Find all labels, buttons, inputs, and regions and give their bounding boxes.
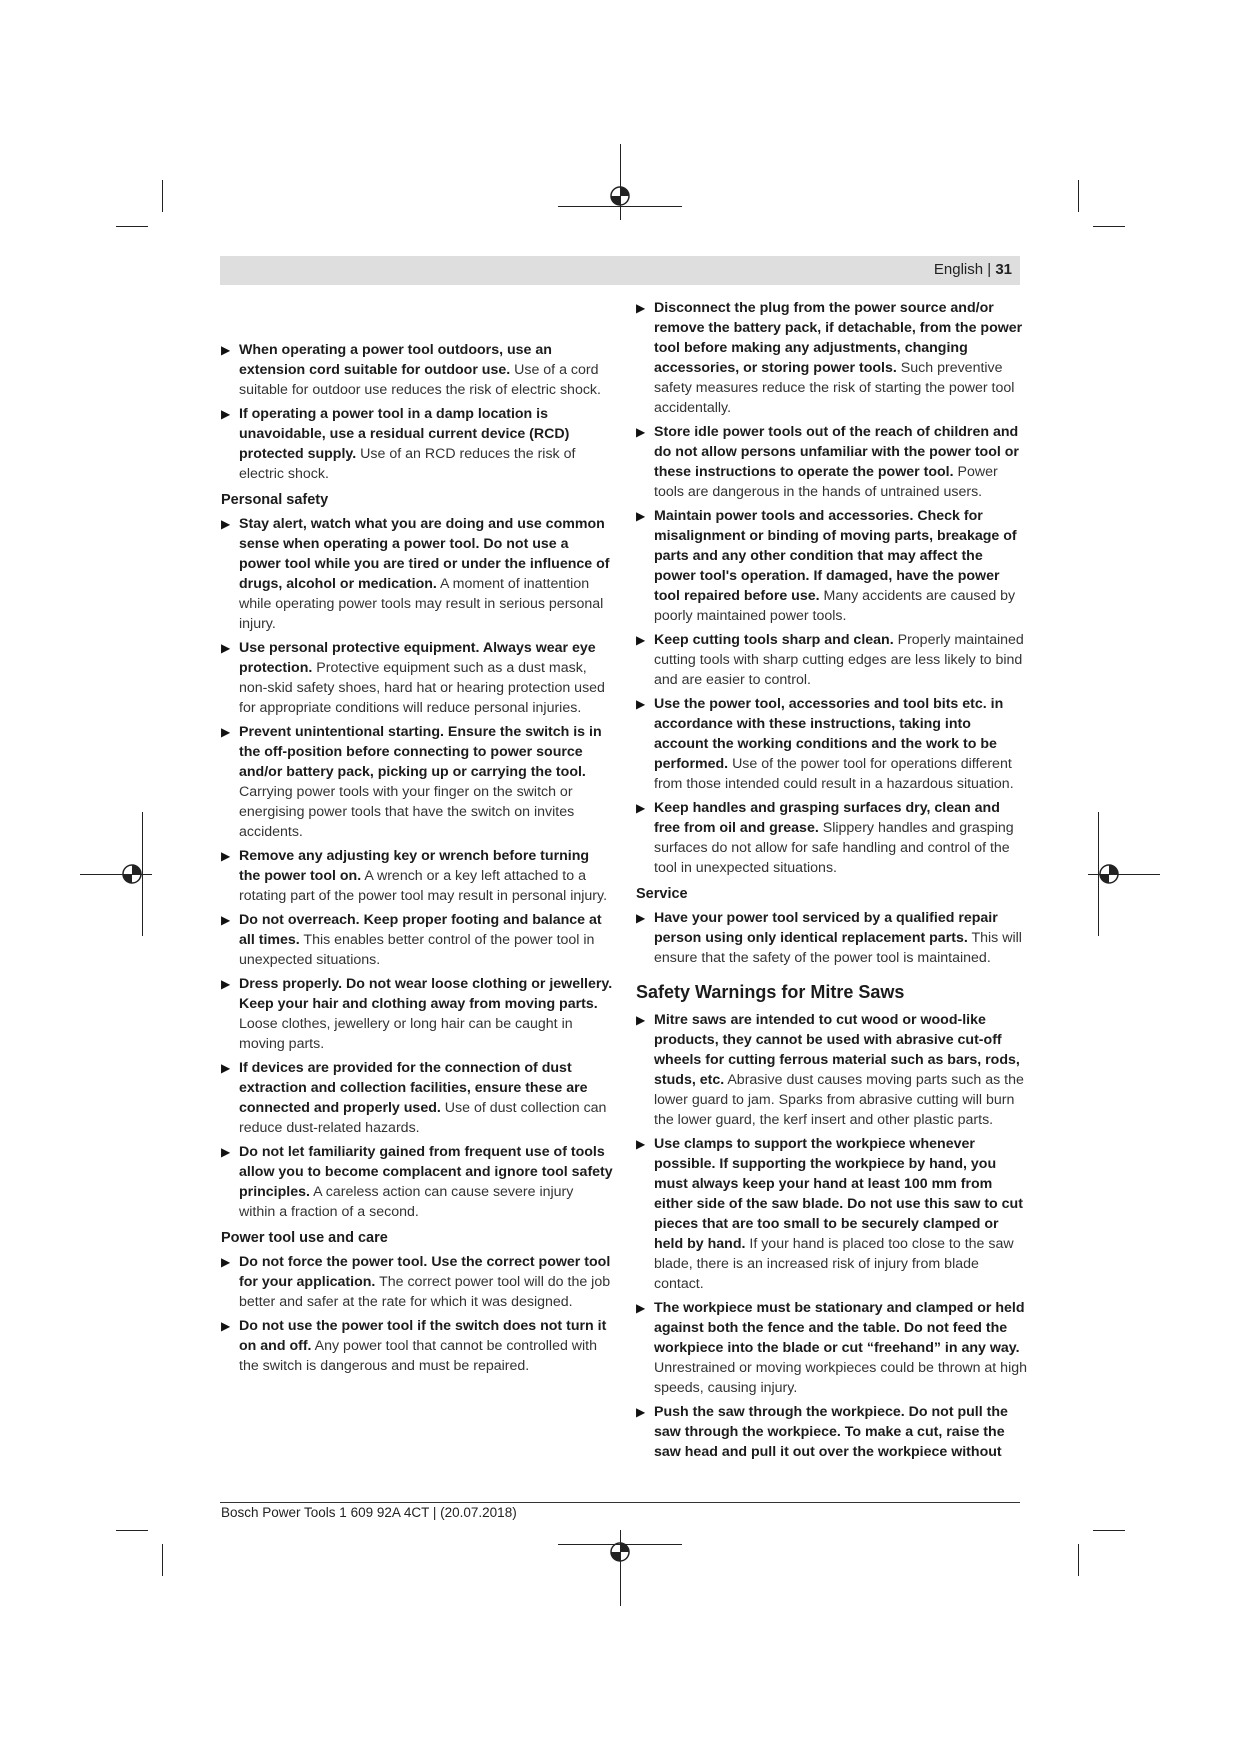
list-item [636,1298,1028,1398]
item-normal-text: If your hand is placed too close to the saw blade, there is an increased risk of injury from blade contact. [654,1236,1014,1292]
item-bold-text: Store idle power tools out of the reach of children and do not allow persons unfamiliar with the power tool or these instructions to operate the power tool. [654,424,1019,480]
bullet-arrow-icon: ▶ [221,849,231,863]
section-heading-mitre-saws: Safety Warnings for Mitre Saws [636,982,905,1002]
registration-target-icon [608,1540,632,1564]
item-normal-text: Protective equipment such as a dust mask, non-skid safety shoes, hard hat or hearing protection used for appropriate conditions will reduce personal injuries. [239,660,605,716]
page-number: 31 [995,261,1012,278]
item-bold-text: Use clamps to support the workpiece whenever possible. If supporting the workpiece by hand, you must always keep your hand at least 100 mm from either side of the saw blade. Do not use this saw to cut pieces that are too small to be securely clamped or held by hand. [654,1136,1023,1252]
item-bold-text: When operating a power tool outdoors, use an extension cord suitable for outdoor use. [239,342,552,378]
registration-target-icon [1097,862,1121,886]
list-item [221,404,613,484]
list-item [636,630,1028,690]
bullet-arrow-icon: ▶ [221,913,231,927]
left-column [221,340,613,1380]
list-item [221,514,613,634]
bullet-arrow-icon: ▶ [636,697,646,711]
bullet-arrow-icon: ▶ [636,1137,646,1151]
item-bold-text: If operating a power tool in a damp location is unavoidable, use a residual current device (RCD) protected supply. [239,406,570,462]
item-normal-text: Loose clothes, jewellery or long hair can be caught in moving parts. [239,1016,573,1052]
list-item [636,506,1028,626]
item-bold-text: Do not let familiarity gained from frequent use of tools allow you to become complacent and ignore tool safety principles. [239,1144,613,1200]
bullet-arrow-icon: ▶ [221,725,231,739]
item-normal-text: A moment of inattention while operating power tools may result in serious personal injury. [239,576,604,632]
header-label: English | 31 [933,261,1012,278]
bullet-arrow-icon: ▶ [636,801,646,815]
item-bold-text: Push the saw through the workpiece. Do not pull the saw through the workpiece. To make a cut, raise the saw head and pull it out over the workpiece without [654,1404,1008,1460]
registration-target-icon [120,862,144,886]
item-bold-text: Do not overreach. Keep proper footing and balance at all times. [239,912,602,948]
bullet-arrow-icon: ▶ [221,641,231,655]
bullet-arrow-icon: ▶ [221,1145,231,1159]
item-normal-text: Use of the power tool for operations different from those intended could result in a hazardous situation. [654,756,1014,792]
item-bold-text: If devices are provided for the connection of dust extraction and collection facilities, ensure these are connected and properly used. [239,1060,588,1116]
bullet-arrow-icon: ▶ [636,425,646,439]
list-item [221,1252,613,1312]
item-normal-text: A careless action can cause severe injury within a fraction of a second. [239,1184,574,1220]
list-item [221,1142,613,1222]
list-item [636,1134,1028,1294]
footer-rule [220,1502,1020,1503]
item-bold-text: Keep cutting tools sharp and clean. [654,632,894,648]
item-normal-text: Any power tool that cannot be controlled with the switch is dangerous and must be repaired. [239,1338,598,1374]
crop-mark [116,226,148,227]
right-column [636,298,1028,1466]
item-normal-text: Power tools are dangerous in the hands of untrained users. [654,464,998,500]
registration-target-icon [608,184,632,208]
bullet-arrow-icon: ▶ [636,1405,646,1419]
item-bold-text: Stay alert, watch what you are doing and use common sense when operating a power tool. Do not use a power tool while you are tired or under the influence of drugs, alcohol or medication. [239,516,610,592]
item-normal-text: Such preventive safety measures reduce the risk of starting the power tool accidentally. [654,360,1015,416]
list-item [221,1058,613,1138]
item-normal-text: Use of a cord suitable for outdoor use reduces the risk of electric shock. [239,362,601,398]
crop-mark [162,1544,163,1576]
item-bold-text: Prevent unintentional starting. Ensure the switch is in the off-position before connecting to power source and/or battery pack, picking up or carrying the tool. [239,724,602,780]
list-item [636,694,1028,794]
list-item [636,422,1028,502]
list-item [221,1316,613,1376]
bullet-arrow-icon: ▶ [636,911,646,925]
item-bold-text: Dress properly. Do not wear loose clothing or jewellery. Keep your hair and clothing away from moving parts. [239,976,613,1012]
list-item [636,1010,1028,1130]
item-bold-text: Disconnect the plug from the power source and/or remove the battery pack, if detachable, from the power tool before making any adjustments, changing accessories, or storing power tools. [654,300,1023,376]
crop-mark [1078,1544,1079,1576]
item-normal-text: Abrasive dust causes moving parts such as the lower guard to jam. Sparks from abrasive cutting will burn the lower guard, the kerf insert and other plastic parts. [654,1072,1024,1128]
item-bold-text: Keep handles and grasping surfaces dry, clean and free from oil and grease. [654,800,1000,836]
list-item [221,638,613,718]
list-item [636,908,1028,968]
list-item [636,1402,1028,1462]
item-bold-text: Use personal protective equipment. Always wear eye protection. [239,640,596,676]
item-normal-text: Use of an RCD reduces the risk of electric shock. [239,446,576,482]
section-heading-personal-safety: Personal safety [221,492,329,508]
item-normal-text: Properly maintained cutting tools with sharp cutting edges are less likely to bind and are easier to control. [654,632,1024,688]
item-normal-text: Many accidents are caused by poorly maintained power tools. [654,588,1016,624]
bullet-arrow-icon: ▶ [221,1319,231,1333]
item-bold-text: Do not force the power tool. Use the correct power tool for your application. [239,1254,611,1290]
list-item [636,798,1028,878]
item-bold-text: Use the power tool, accessories and tool bits etc. in accordance with these instructions, taking into account the working conditions and the work to be performed. [654,696,1004,772]
item-bold-text: Remove any adjusting key or wrench before turning the power tool on. [239,848,590,884]
section-heading-power-tool-use: Power tool use and care [221,1230,388,1246]
crop-mark [1093,226,1125,227]
list-item [221,340,613,400]
item-bold-text: Maintain power tools and accessories. Check for misalignment or binding of moving parts, breakage of parts and any other condition that may affect the power tool's operation. If damaged, have the power tool repaired before use. [654,508,1017,604]
bullet-arrow-icon: ▶ [636,1013,646,1027]
item-normal-text: This will ensure that the safety of the power tool is maintained. [654,930,1022,966]
list-item [221,974,613,1054]
bullet-arrow-icon: ▶ [221,343,231,357]
list-item [636,298,1028,418]
crop-mark [1093,1530,1125,1531]
crop-mark [116,1530,148,1531]
item-normal-text: This enables better control of the power tool in unexpected situations. [239,932,595,968]
page-header [220,256,1020,285]
section-heading-service: Service [636,886,688,902]
registration-line [620,144,621,220]
item-normal-text: Unrestrained or moving workpieces could be thrown at high speeds, causing injury. [654,1360,1028,1396]
item-normal-text: The correct power tool will do the job better and safer at the rate for which it was designed. [239,1274,611,1310]
bullet-arrow-icon: ▶ [221,517,231,531]
list-item [221,722,613,842]
item-bold-text: Do not use the power tool if the switch does not turn it on and off. [239,1318,607,1354]
header-language: English [933,261,984,278]
bullet-arrow-icon: ▶ [636,1301,646,1315]
bullet-arrow-icon: ▶ [221,1061,231,1075]
list-item [221,910,613,970]
bullet-arrow-icon: ▶ [221,1255,231,1269]
bullet-arrow-icon: ▶ [636,509,646,523]
item-normal-text: Carrying power tools with your finger on the switch or energising power tools that have the switch on invites accidents. [239,784,575,840]
crop-mark [162,180,163,212]
item-normal-text: A wrench or a key left attached to a rotating part of the power tool may result in personal injury. [239,868,608,904]
item-normal-text: Slippery handles and grasping surfaces do not allow for safe handling and control of the tool in unexpected situations. [654,820,1014,876]
list-item [221,846,613,906]
bullet-arrow-icon: ▶ [636,633,646,647]
bullet-arrow-icon: ▶ [636,301,646,315]
bullet-arrow-icon: ▶ [221,407,231,421]
crop-mark [1078,180,1079,212]
item-bold-text: Have your power tool serviced by a qualified repair person using only identical replacement parts. [654,910,998,946]
item-bold-text: The workpiece must be stationary and clamped or held against both the fence and the table. Do not feed the workpiece into the blade or cut “freehand” in any way. [654,1300,1025,1356]
item-bold-text: Mitre saws are intended to cut wood or wood-like products, they cannot be used with abrasive cut-off wheels for cutting ferrous material such as bars, rods, studs, etc. [654,1012,1020,1088]
bullet-arrow-icon: ▶ [221,977,231,991]
item-normal-text: Use of dust collection can reduce dust-related hazards. [239,1100,607,1136]
footer-text: Bosch Power Tools 1 609 92A 4CT | (20.07.2018) [221,1505,517,1520]
